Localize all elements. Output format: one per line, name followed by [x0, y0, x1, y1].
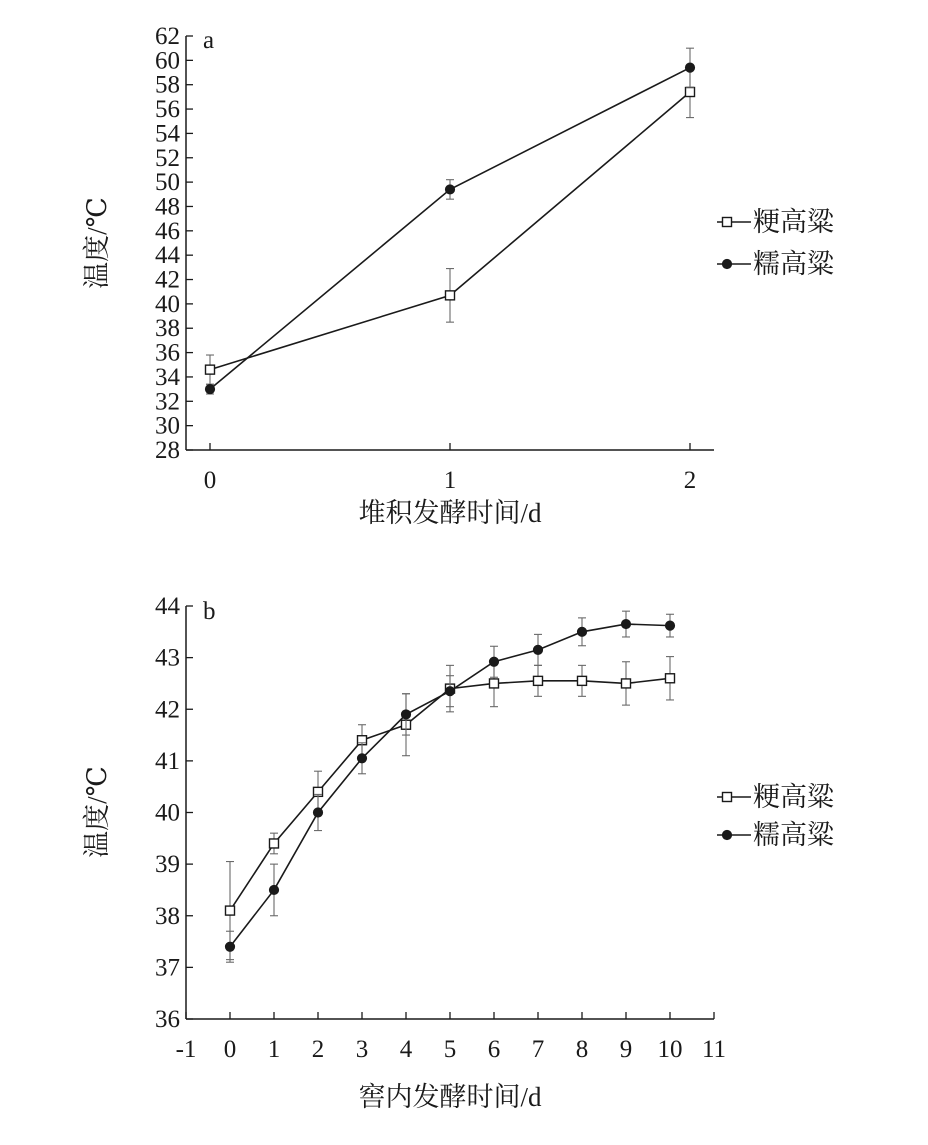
data-point — [357, 754, 366, 763]
x-tick-label: 11 — [701, 1036, 727, 1063]
legend-label: 粳高粱 — [753, 782, 834, 812]
legend-marker — [722, 259, 731, 268]
y-tick-label: 43 — [155, 644, 180, 672]
data-point — [534, 676, 543, 685]
y-tick-label: 40 — [155, 290, 180, 318]
legend-marker — [722, 830, 731, 839]
y-tick-label: 60 — [155, 47, 180, 75]
y-axis-label: 温度/℃ — [82, 766, 112, 858]
y-tick-label: 54 — [155, 120, 180, 148]
legend-label: 糯高粱 — [753, 249, 834, 279]
chart-panel-b — [82, 593, 835, 1112]
data-point — [577, 627, 586, 636]
data-point — [489, 657, 498, 666]
x-tick-label: 9 — [619, 1036, 633, 1063]
data-point — [490, 679, 499, 688]
y-tick-label: 42 — [155, 696, 180, 724]
data-point — [226, 906, 235, 915]
data-point — [665, 621, 674, 630]
x-tick-label: 6 — [487, 1036, 501, 1063]
y-axis-label: 温度/℃ — [82, 197, 112, 289]
y-tick-label: 39 — [155, 851, 180, 879]
series-line — [210, 68, 690, 389]
data-point — [446, 291, 455, 300]
data-point — [206, 365, 215, 374]
x-tick-label: 2 — [311, 1036, 325, 1063]
legend-entry — [717, 782, 835, 812]
series-0 — [206, 66, 695, 384]
series-line — [210, 92, 690, 370]
x-tick-label: 2 — [683, 467, 697, 494]
panel-letter: b — [203, 598, 216, 625]
data-point — [686, 88, 695, 97]
data-point — [578, 676, 587, 685]
x-tick-label: 5 — [443, 1036, 457, 1063]
x-tick-label: 7 — [531, 1036, 545, 1063]
data-point — [225, 942, 234, 951]
data-point — [685, 63, 694, 72]
y-tick-label: 38 — [155, 315, 180, 343]
series-line — [230, 678, 670, 910]
y-tick-label: 62 — [155, 23, 180, 50]
x-tick-label: 10 — [657, 1036, 683, 1063]
panel-letter: a — [203, 27, 215, 54]
y-tick-label: 50 — [155, 169, 180, 197]
y-tick-label: 42 — [155, 266, 180, 294]
legend-label: 粳高粱 — [753, 207, 834, 237]
y-tick-label: 40 — [155, 799, 180, 827]
y-tick-label: 46 — [155, 217, 180, 245]
y-tick-label: 44 — [155, 593, 180, 620]
data-point — [621, 619, 630, 628]
data-point — [445, 687, 454, 696]
y-tick-label: 52 — [155, 144, 180, 172]
y-tick-label: 34 — [155, 363, 180, 391]
x-tick-label: -1 — [175, 1036, 197, 1063]
y-tick-label: 44 — [155, 242, 180, 270]
x-axis-label: 堆积发酵时间/d — [358, 498, 542, 528]
legend-label: 糯高粱 — [753, 820, 834, 850]
x-tick-label: 1 — [267, 1036, 281, 1063]
data-point — [666, 674, 675, 683]
series-1 — [205, 48, 694, 394]
y-tick-label: 37 — [155, 954, 180, 982]
legend-entry — [717, 207, 835, 237]
legend-entry — [717, 249, 835, 279]
legend-entry — [717, 820, 835, 850]
x-tick-label: 0 — [223, 1036, 237, 1063]
data-point — [401, 710, 410, 719]
y-tick-label: 58 — [155, 71, 180, 99]
y-tick-label: 38 — [155, 902, 180, 930]
data-point — [205, 385, 214, 394]
data-point — [445, 185, 454, 194]
x-tick-label: 3 — [355, 1036, 369, 1063]
data-point — [270, 839, 279, 848]
data-point — [313, 808, 322, 817]
x-tick-label: 8 — [575, 1036, 589, 1063]
y-tick-label: 28 — [155, 437, 180, 464]
series-1 — [225, 611, 674, 962]
data-point — [533, 645, 542, 654]
x-tick-label: 0 — [203, 467, 217, 494]
y-tick-label: 56 — [155, 96, 180, 124]
y-tick-label: 36 — [155, 1006, 180, 1033]
legend-marker — [723, 793, 732, 802]
y-tick-label: 48 — [155, 193, 180, 221]
chart-panel-a — [82, 23, 835, 528]
y-tick-label: 30 — [155, 412, 180, 440]
y-tick-label: 32 — [155, 388, 180, 416]
y-tick-label: 41 — [155, 747, 180, 775]
x-axis-label: 窖内发酵时间/d — [358, 1082, 542, 1112]
legend-marker — [723, 218, 732, 227]
y-tick-label: 36 — [155, 339, 180, 367]
data-point — [622, 679, 631, 688]
x-tick-label: 1 — [443, 467, 457, 494]
x-tick-label: 4 — [399, 1036, 413, 1063]
data-point — [269, 885, 278, 894]
